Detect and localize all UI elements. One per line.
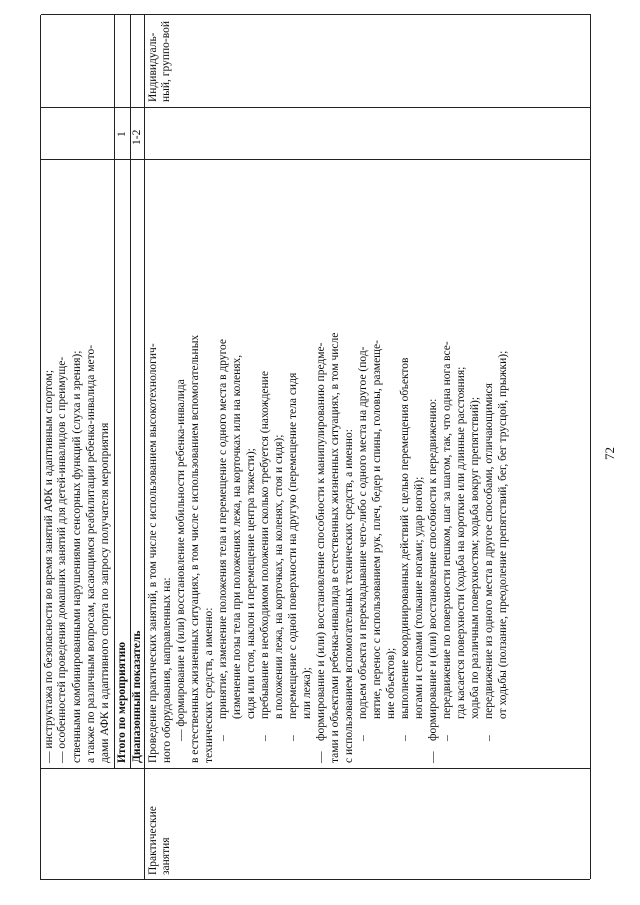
activity-form: Индивидуаль-ный, группо-вой xyxy=(147,21,173,102)
column-divider xyxy=(41,159,591,160)
activity-name: Практические занятия xyxy=(147,806,173,875)
total-value: 1 xyxy=(116,131,128,137)
text-line: формирование и (или) восстановление способности к передвижению: xyxy=(427,398,439,741)
text-line: выполнение координированных действий с целью перемещения объектов xyxy=(399,357,411,719)
text-line: передвижение из одного места в другое способами, отличающимися xyxy=(483,383,495,719)
row-divider xyxy=(114,15,115,769)
table-right-border xyxy=(41,14,591,15)
text-line: принятие, изменение положения тела и перемещение с одного места в другое xyxy=(217,339,229,719)
text-line: ственными комбинированными нарушениями сенсорных функций (слуха и зрения); xyxy=(71,350,83,763)
text-line: в естественных жизненных ситуациях, в том числе с использованием вспомогательных xyxy=(189,334,201,763)
text-line: технических средств, а именно: xyxy=(203,607,215,763)
text-line: ние объектов); xyxy=(385,647,397,719)
column-divider xyxy=(41,768,591,769)
text-line: или лежа); xyxy=(301,667,313,719)
list-dash: – xyxy=(357,735,369,741)
text-line: — особенностей проведения домашних занятий для детей-инвалидов с преимуще- xyxy=(56,356,68,763)
page-number: 72 xyxy=(602,447,617,460)
text-line: перемещение с одной поверхности на другую (перемещение тела сидя xyxy=(287,372,299,719)
total-label: Итого по мероприятию xyxy=(116,641,128,763)
text-line: тами и объектами ребенка-инвалида в естественных жизненных ситуациях, в том числе xyxy=(329,332,341,763)
text-line: с использованием вспомогательных технических средств, а именно: xyxy=(343,429,355,763)
activities-table xyxy=(40,15,590,880)
column-divider xyxy=(41,107,591,108)
range-label: Диапазонный показатель xyxy=(131,630,143,763)
text-line: дами АФК и адаптивного спорта по запросу получателя мероприятия xyxy=(99,422,111,763)
text-line: ходьба по различным поверхностям; ходьба вокруг препятствий); xyxy=(469,396,481,719)
list-dash: – xyxy=(259,735,271,741)
table-bottom-border xyxy=(590,15,591,879)
range-value: 1-2 xyxy=(131,129,143,145)
text-line: ного оборудования, направленных на: xyxy=(161,577,173,763)
text-line: от ходьбы (ползание, преодоление препятствий, бег, бег трусцой, прыжки); xyxy=(497,350,509,719)
text-line: ногами и стопами (толкание ногами; удар ногой); xyxy=(413,476,425,719)
text-line: Проведение практических занятий, в том числе с использованием высокотехнологич- xyxy=(147,343,159,763)
list-dash: – xyxy=(483,735,495,741)
list-dash: — xyxy=(315,751,327,763)
text-line: а также по различным вопросам, касающимся реабилитации ребенка-инвалида мето- xyxy=(85,344,97,763)
list-dash: – xyxy=(441,735,453,741)
text-line: — инструктажа по безопасности во время занятий АФК и адаптивным спортом; xyxy=(43,369,55,763)
list-dash: – xyxy=(287,735,299,741)
list-dash: — xyxy=(427,751,439,763)
list-dash: – xyxy=(217,735,229,741)
text-line: — формирование и (или) восстановление мобильности ребенка-инвалида xyxy=(175,379,187,741)
text-line: формирование и (или) восстановление способности к манипулированию предме- xyxy=(315,342,327,741)
text-line: гда касается поверхности (ходьба на короткие или длинные расстояния; xyxy=(455,366,467,719)
text-line: в положении лежа, на корточках, на коленях, стоя и сидя); xyxy=(273,434,285,719)
text-line: пребывание в необходимом положении сколько требуется (нахождение xyxy=(259,371,271,719)
text-line: сидя или стоя, наклон и перемещение центра тяжести); xyxy=(245,448,257,719)
list-dash: – xyxy=(399,735,411,741)
text-line: (изменение позы тела при положениях лежа, на корточках или на коленях, xyxy=(231,354,243,719)
text-line: передвижение по поверхности пешком, шаг за шагом, так, что одна нога все- xyxy=(441,341,453,719)
text-line: подъем объекта и перекладывание чего-либо с одного места на другое (под- xyxy=(357,346,369,719)
text-line: нятие, перенос с использованием рук, плеч, бедер и спины, головы, размеще- xyxy=(371,340,383,719)
